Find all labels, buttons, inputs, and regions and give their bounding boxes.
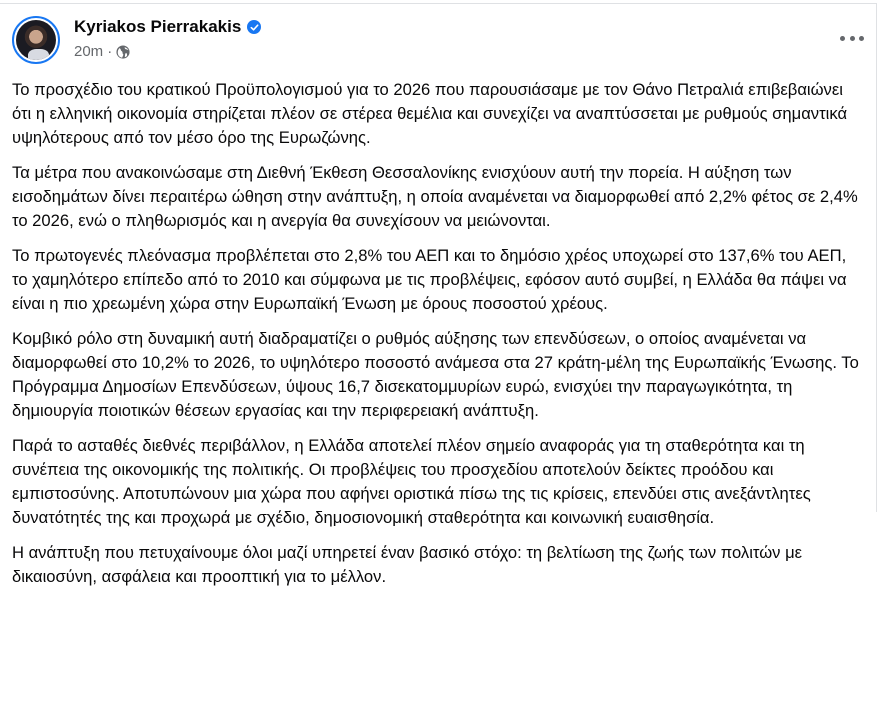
more-dot-icon (859, 36, 864, 41)
post-paragraph: Κομβικό ρόλο στη δυναμική αυτή διαδραματίζει ο ρυθμός αύξησης των επενδύσεων, ο οποίος αναμένεται να διαμορφωθεί στο 10,2% το 2026, το υψηλότερο ποσοστό ανάμεσα στα 27 κράτη-μέλη της Ευρωπαϊκής Ένωσης. Το Πρόγραμμα Δημοσίων Επενδύσεων, ύψους 16,7 δισεκατομμυρίων ευρώ, ενισχύει την παραγωγικότητα, τη δημιουργία ποιοτικών θέσεων εργασίας και την περιφερειακή ανάπτυξη. (12, 329, 859, 420)
post-card (0, 3, 877, 721)
more-dot-icon (840, 36, 845, 41)
post-paragraph: Τα μέτρα που ανακοινώσαμε στη Διεθνή Έκθεση Θεσσαλονίκης ενισχύουν αυτή την πορεία. Η αύξηση των εισοδημάτων δίνει περαιτέρω ώθηση στην ανάπτυξη, η οποία αναμένεται να διαμορφωθεί από 2,2% φέτος σε 2,4% το 2026, ενώ ο πληθωρισμός και η ανεργία θα συνεχίσουν να μειώνονται. (12, 163, 858, 230)
screenshot-seam (876, 512, 880, 721)
meta-separator: · (107, 43, 113, 60)
post-paragraph: Παρά το ασταθές διεθνές περιβάλλον, η Ελλάδα αποτελεί πλέον σημείο αναφοράς για τη σταθερότητα και τη συνέπεια της οικονομικής της πολιτικής. Οι προβλέψεις του προσχεδίου αποτελούν δείκτες προόδου και εμπιστοσύνης. Αποτυπώνουν μια χώρα που αφήνει οριστικά πίσω της τις κρίσεις, επενδύει στις ανεξάντλητες δυνατότητές της και προχωρά με σχέδιο, δημοσιονομική σταθερότητα και κοινωνική ευαισθησία. (12, 436, 811, 527)
verified-badge-icon (247, 20, 261, 34)
post-paragraph: Η ανάπτυξη που πετυχαίνουμε όλοι μαζί υπηρετεί έναν βασικό στόχο: τη βελτίωση της ζωής των πολιτών με δικαιοσύνη, ασφάλεια και προοπτική για το μέλλον. (12, 543, 803, 586)
post-meta (74, 43, 130, 60)
post-body (12, 78, 864, 600)
author-name[interactable]: Kyriakos Pierrakakis (74, 17, 242, 36)
globe-icon[interactable] (116, 45, 130, 59)
profile-photo (16, 20, 56, 60)
post-header (12, 14, 872, 70)
post-paragraph: Το προσχέδιο του κρατικού Προϋπολογισμού για το 2026 που παρουσιάσαμε με τον Θάνο Πετραλιά επιβεβαιώνει ότι η ελληνική οικονομία στηρίζεται πλέον σε στέρεα θεμέλια και συνεχίζει να αναπτύσσεται με ρυθμούς σημαντικά υψηλότερους από τον μέσο όρο της Ευρωζώνης. (12, 80, 848, 147)
more-options-button[interactable] (840, 30, 864, 46)
more-dot-icon (850, 36, 855, 41)
author-row (74, 17, 261, 37)
post-paragraph: Το πρωτογενές πλεόνασμα προβλέπεται στο 2,8% του ΑΕΠ και το δημόσιο χρέος υποχωρεί στο 137,6% του ΑΕΠ, το χαμηλότερο επίπεδο από το 2010 και σύμφωνα με τις προβλέψεις, εφόσον αυτό συμβεί, η Ελλάδα θα πάψει να είναι η πιο χρεωμένη χώρα στην Ευρωπαϊκή Ένωση με όρους ποσοστού χρέους. (12, 246, 847, 313)
post-timestamp[interactable]: 20m (74, 43, 104, 60)
avatar[interactable] (12, 16, 60, 64)
